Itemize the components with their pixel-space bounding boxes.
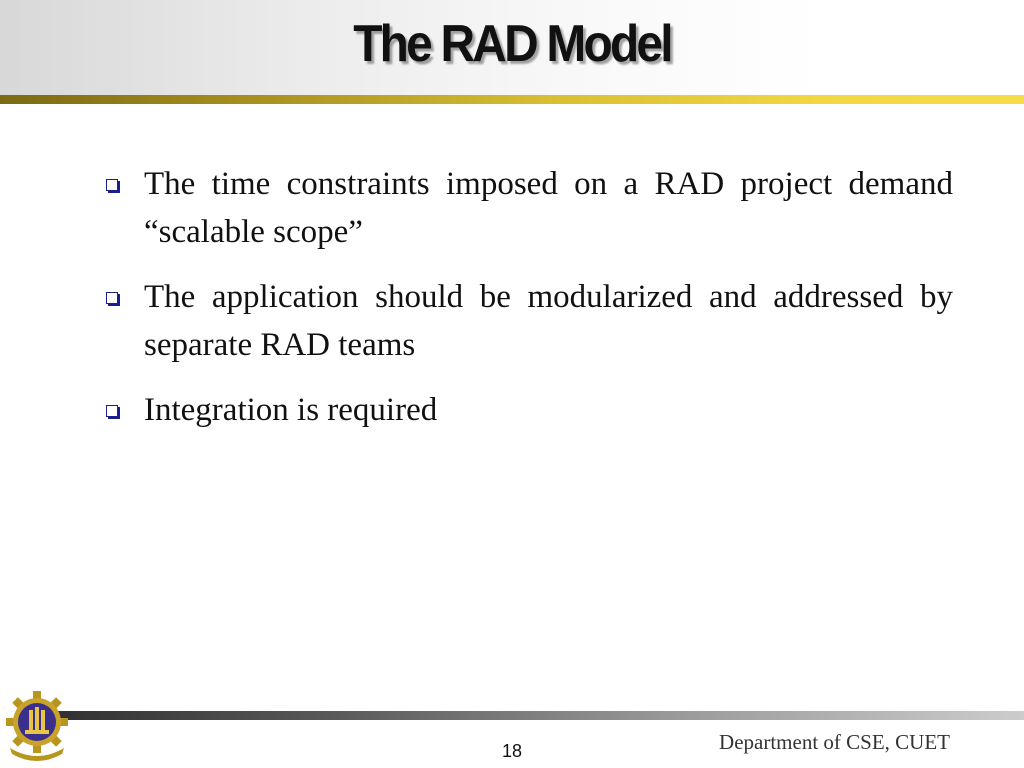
bullet-item (100, 386, 953, 434)
footer-bar (40, 711, 1024, 720)
bullet-text: The application should be modularized and addressed by separate RAD teams (144, 279, 953, 363)
bullet-list (100, 160, 953, 451)
hollow-square-bullet-icon (106, 405, 118, 417)
hollow-square-bullet-icon (106, 179, 118, 191)
hollow-square-bullet-icon (106, 292, 118, 304)
title-underline-bar (0, 95, 1024, 104)
footer-department: Department of CSE, CUET (719, 730, 950, 754)
slide-title: The RAD Model (353, 15, 671, 73)
bullet-item (100, 160, 953, 256)
cuet-logo-icon (4, 690, 70, 762)
page-number: 18 (501, 741, 523, 761)
bullet-text: Integration is required (144, 392, 438, 428)
bullet-text: The time constraints imposed on a RAD project demand “scalable scope” (144, 166, 953, 250)
bullet-item (100, 273, 953, 369)
